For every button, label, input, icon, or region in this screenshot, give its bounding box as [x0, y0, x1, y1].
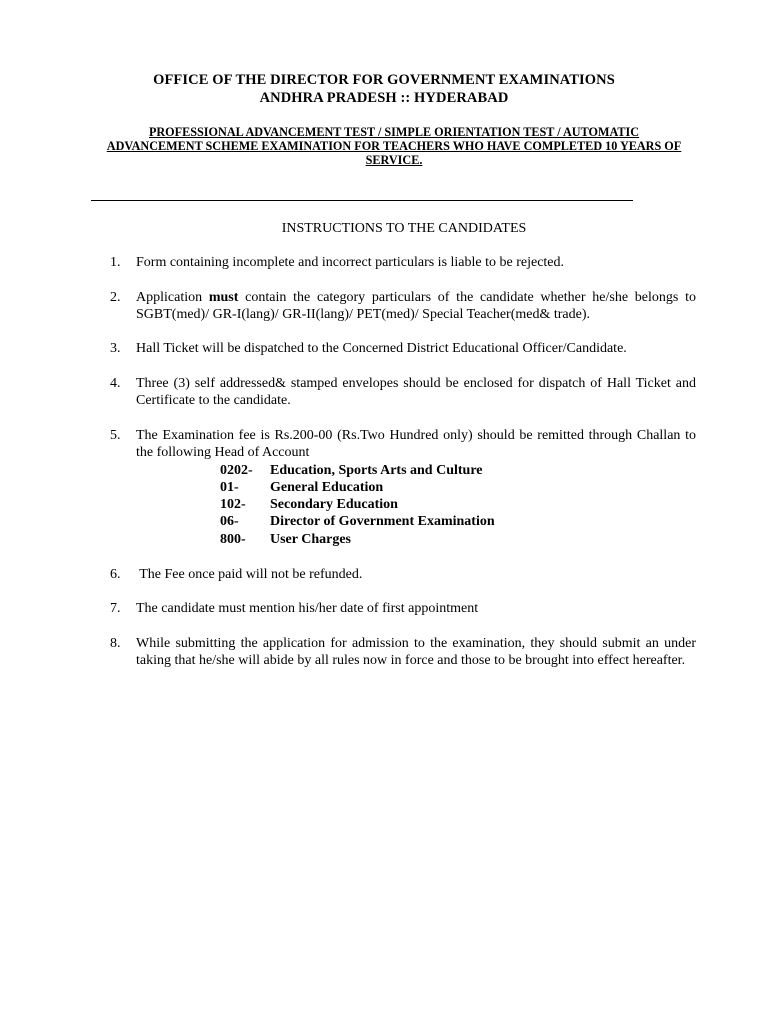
- instruction-item-6: [110, 566, 696, 583]
- item-text: Form containing incomplete and incorrect particulars is liable to be rejected.: [136, 255, 565, 270]
- account-row: [220, 513, 495, 530]
- account-code: 0202-: [220, 463, 253, 478]
- item-text: Hall Ticket will be dispatched to the Concerned District Educational Officer/Candidate.: [136, 341, 627, 356]
- horizontal-rule: [91, 200, 633, 201]
- account-name: Education, Sports Arts and Culture: [270, 463, 483, 478]
- account-code: 800-: [220, 532, 246, 547]
- item-number: 7.: [110, 601, 121, 616]
- item-text: While submitting the application for admission to the examination, they should submit an under taking that he/she will abide by all rules now in force and those to be brought into effect hereafter.: [136, 636, 696, 668]
- office-title: OFFICE OF THE DIRECTOR FOR GOVERNMENT EXAMINATIONS: [153, 72, 615, 88]
- instructions-heading: INSTRUCTIONS TO THE CANDIDATES: [281, 221, 527, 236]
- account-name: Secondary Education: [270, 497, 398, 512]
- item-text: The Examination fee is Rs.200-00 (Rs.Two Hundred only) should be remitted through Challan to the following Head of Account: [136, 428, 696, 460]
- account-name: General Education: [270, 480, 384, 495]
- account-row: [220, 496, 398, 513]
- item-number: 5.: [110, 428, 121, 443]
- exam-subtitle-line-2: ADVANCEMENT SCHEME EXAMINATION FOR TEACHERS WHO HAVE COMPLETED 10 YEARS OF: [106, 139, 682, 153]
- item-text-post: contain the category particulars of the candidate whether he/she belongs to SGBT(med)/ GR-I(lang)/ GR-II(lang)/ PET(med)/ Special Teacher(med& trade).: [136, 290, 696, 322]
- account-name: User Charges: [270, 532, 352, 547]
- exam-subtitle-line-1: PROFESSIONAL ADVANCEMENT TEST / SIMPLE ORIENTATION TEST / AUTOMATIC: [148, 125, 640, 139]
- account-name: Director of Government Examination: [270, 514, 495, 529]
- instruction-item-7: [110, 600, 696, 617]
- office-location: ANDHRA PRADESH :: HYDERABAD: [259, 90, 509, 106]
- instruction-item-1: [110, 254, 696, 271]
- account-code: 01-: [220, 480, 239, 495]
- exam-subtitle-line-3: SERVICE.: [365, 153, 423, 167]
- item-number: 2.: [110, 290, 121, 305]
- item-text: [136, 289, 696, 323]
- instruction-item-3: [110, 340, 696, 357]
- instruction-item-8: [110, 635, 696, 669]
- item-text: Three (3) self addressed& stamped envelopes should be enclosed for dispatch of Hall Ticket and Certificate to the candidate.: [136, 376, 696, 408]
- item-number: 1.: [110, 255, 121, 270]
- account-row: [220, 531, 351, 548]
- item-number: 4.: [110, 376, 121, 391]
- account-row: [220, 462, 483, 479]
- item-number: 3.: [110, 341, 121, 356]
- instruction-item-4: [110, 375, 696, 409]
- account-code: 06-: [220, 514, 239, 529]
- item-text-pre: Application: [136, 290, 209, 305]
- account-row: [220, 479, 383, 496]
- item-number: 8.: [110, 636, 121, 651]
- item-text-bold: must: [208, 290, 239, 305]
- account-code: 102-: [220, 497, 246, 512]
- item-text: The candidate must mention his/her date of first appointment: [136, 601, 479, 616]
- instruction-item-2: [110, 289, 696, 323]
- item-text: The Fee once paid will not be refunded.: [136, 567, 363, 582]
- item-number: 6.: [110, 567, 121, 582]
- instruction-item-5: [110, 427, 696, 461]
